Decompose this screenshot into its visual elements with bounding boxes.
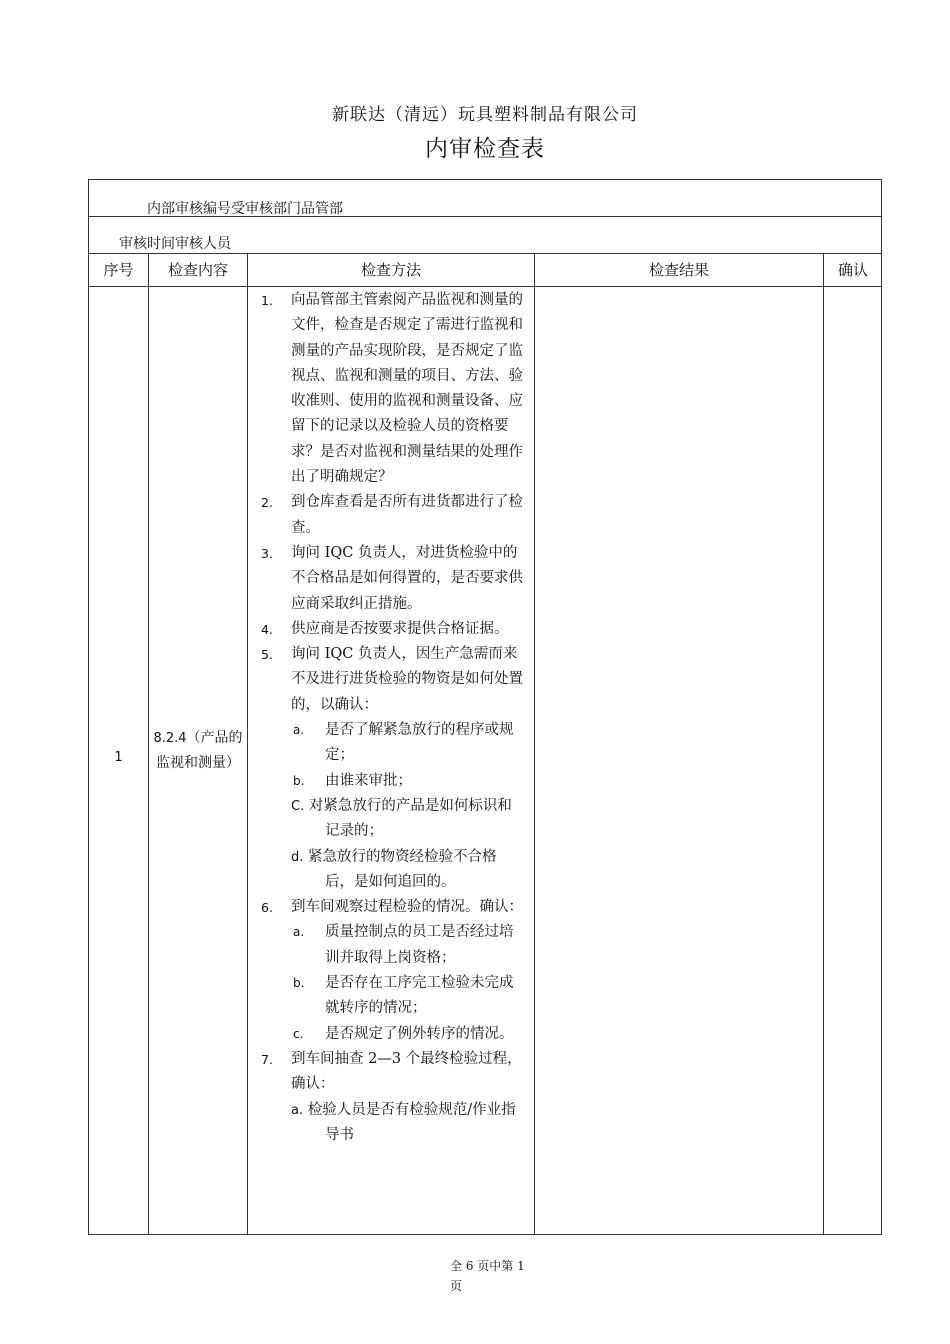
confirm-cell[interactable] (824, 288, 882, 1234)
check-method-cell (249, 288, 533, 1148)
audit-time-auditor-label: 审核时间审核人员 (119, 236, 231, 252)
method-item (249, 617, 533, 642)
method-number: 4. (261, 621, 273, 637)
method-text: 询问 IQC 负责人，对进货检验中的不合格品是如何得置的，是否要求供应商采取纠正措施。 (291, 544, 523, 612)
method-sub-item (249, 769, 533, 794)
row-seq-number: 1 (114, 750, 123, 765)
method-number: 2. (261, 495, 273, 511)
sub-item-text: 是否存在工序完工检验未完成就转序的情况； (325, 975, 514, 1017)
page-number-line-2: 页 (450, 1279, 463, 1293)
method-sub-item (249, 718, 533, 769)
method-sub-item (249, 794, 533, 845)
method-number: 6. (261, 900, 273, 916)
sub-item-letter: a. (291, 1102, 304, 1118)
method-number: 1. (261, 293, 273, 308)
page-footer (450, 1256, 525, 1296)
method-sub-item (249, 920, 533, 971)
check-content-cell (149, 726, 247, 776)
sub-item-letter: C. (291, 798, 305, 814)
method-text: 供应商是否按要求提供合格证据。 (291, 620, 509, 637)
method-text: 向品管部主管索阅产品监视和测量的文件，检查是否规定了需进行监视和测量的产品实现阶段，是否规定了监视点、监视和测量的项目、方法、验收准则、使用的监视和测量设备、应留下的记录以及检验人员的资格要求？是否对监视和测量结果的处理作出了明确规定？ (291, 292, 523, 486)
audit-checklist-table (88, 179, 882, 1235)
page-number-line-1: 全 6 页中第 1 (450, 1259, 525, 1273)
sub-item-text: 质量控制点的员工是否经过培训并取得上岗资格； (325, 924, 514, 966)
sub-item-text: 是否了解紧急放行的程序或规定； (325, 722, 514, 764)
method-sub-item (249, 845, 533, 896)
column-divider (247, 254, 248, 1234)
table-header-row (89, 254, 881, 287)
sub-item-letter: d. (291, 849, 304, 865)
method-sub-item (249, 971, 533, 1022)
method-item (249, 642, 533, 718)
method-text: 到车间观察过程检验的情况。确认： (291, 899, 523, 916)
method-item (249, 288, 533, 490)
sub-item-letter: b. (293, 773, 305, 788)
document-title: 内审检查表 (425, 136, 545, 162)
method-item (249, 541, 533, 617)
column-header-result: 检查结果 (648, 261, 709, 279)
sub-item-letter: b. (293, 976, 305, 991)
sub-item-text: 紧急放行的物资经检验不合格后，是如何追回的。 (308, 848, 497, 890)
sub-item-text: 是否规定了例外转序的情况。 (325, 1025, 514, 1042)
method-number: 5. (261, 647, 273, 663)
clause-code: 8.2.4 (153, 731, 187, 746)
method-sub-item (249, 1098, 533, 1149)
column-header-method: 检查方法 (360, 261, 421, 279)
column-header-confirm: 确认 (837, 261, 868, 279)
company-name: 新联达（清远）玩具塑料制品有限公司 (332, 105, 638, 125)
method-text: 询问 IQC 负责人，因生产急需而来不及进行进货检验的物资是如何处置的，以确认： (291, 646, 523, 713)
sub-item-letter: c. (293, 1026, 304, 1041)
sub-item-text: 由谁来审批； (325, 772, 412, 789)
sub-item-text: 检验人员是否有检验规范/作业指导书 (307, 1101, 516, 1143)
audit-info-row-2 (89, 217, 881, 254)
method-text: 到仓库查看是否所有进货都进行了检查。 (291, 494, 523, 536)
method-text: 到车间抽查 2—3 个最终检验过程，确认： (291, 1050, 522, 1093)
sub-item-letter: a. (293, 925, 305, 940)
clause-text: （产品的监视和测量） (156, 730, 243, 771)
method-item (249, 1047, 533, 1098)
method-number: 3. (261, 545, 273, 561)
check-result-cell[interactable] (535, 288, 823, 1234)
column-header-seq: 序号 (103, 261, 134, 279)
audit-number-department-label: 内部审核编号受审核部门品管部 (147, 201, 343, 217)
method-sub-item (249, 1022, 533, 1047)
method-item (249, 490, 533, 541)
column-header-content: 检查内容 (167, 261, 228, 279)
method-number: 7. (261, 1051, 273, 1067)
method-item (249, 895, 533, 920)
audit-info-row-1 (89, 180, 881, 217)
sub-item-letter: a. (293, 723, 305, 738)
sub-item-text: 对紧急放行的产品是如何标识和记录的； (308, 797, 512, 840)
